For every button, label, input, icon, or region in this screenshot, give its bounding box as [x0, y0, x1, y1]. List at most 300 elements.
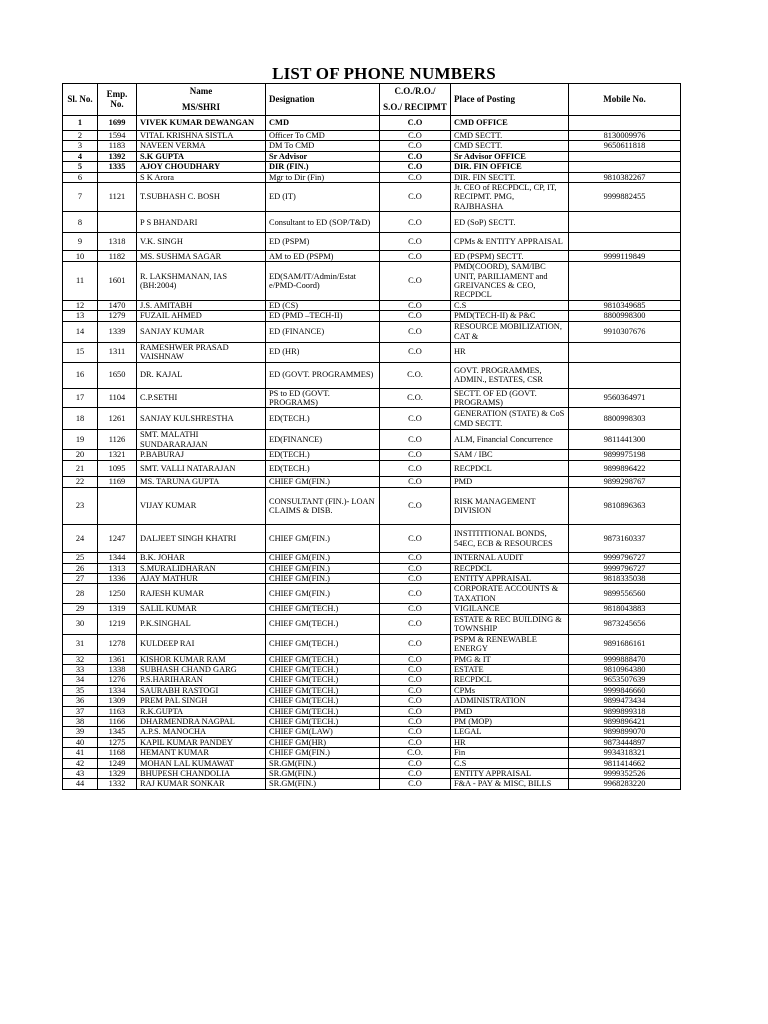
- cell-name: DALJEET SINGH KHATRI: [137, 525, 266, 553]
- cell-name: PREM PAL SINGH: [137, 696, 266, 706]
- cell-mobile-no: 9899896422: [569, 461, 681, 477]
- cell-name: MOHAN LAL KUMAWAT: [137, 758, 266, 768]
- cell-place-of-posting: PMD: [451, 477, 569, 488]
- cell-mobile-no: 9899899070: [569, 727, 681, 737]
- cell-name: HEMANT KUMAR: [137, 748, 266, 758]
- cell-emp-no: 1336: [98, 573, 137, 583]
- cell-name: KISHOR KUMAR RAM: [137, 654, 266, 664]
- cell-place-of-posting: RECPDCL: [451, 461, 569, 477]
- table-row: [63, 408, 681, 430]
- cell-designation: ED (IT): [266, 183, 380, 212]
- cell-place-of-posting: C.S: [451, 758, 569, 768]
- cell-place-of-posting: DIR. FIN SECTT.: [451, 172, 569, 182]
- cell-sl-no: 44: [63, 779, 98, 789]
- cell-place-of-posting: PSPM & RENEWABLE ENERGY: [451, 634, 569, 654]
- cell-designation: CHIEF GM(LAW): [266, 727, 380, 737]
- cell-sl-no: 21: [63, 461, 98, 477]
- cell-sl-no: 12: [63, 300, 98, 310]
- cell-sl-no: 39: [63, 727, 98, 737]
- cell-office: C.O: [380, 696, 451, 706]
- header-name-bottom: MS/SHRI: [181, 101, 220, 112]
- cell-designation: ED (HR): [266, 342, 380, 362]
- cell-mobile-no: 9873444897: [569, 737, 681, 747]
- cell-place-of-posting: HR: [451, 342, 569, 362]
- cell-designation: PS to ED (GOVT. PROGRAMS): [266, 388, 380, 408]
- cell-place-of-posting: SAM / IBC: [451, 450, 569, 461]
- cell-sl-no: 34: [63, 675, 98, 685]
- cell-mobile-no: 9899899318: [569, 706, 681, 716]
- cell-place-of-posting: Jt. CEO of RECPDCL, CP, IT, RECIPMT. PMG, RAJBHASHA: [451, 183, 569, 212]
- cell-name: R.K.GUPTA: [137, 706, 266, 716]
- cell-office: C.O: [380, 262, 451, 301]
- cell-office: C.O.: [380, 748, 451, 758]
- cell-sl-no: 32: [63, 654, 98, 664]
- cell-designation: CHIEF GM(TECH.): [266, 675, 380, 685]
- cell-sl-no: 3: [63, 141, 98, 151]
- cell-name: SANJAY KUMAR: [137, 321, 266, 342]
- table-row: [63, 717, 681, 727]
- cell-designation: CONSULTANT (FIN.)- LOAN CLAIMS & DISB.: [266, 488, 380, 525]
- cell-sl-no: 10: [63, 251, 98, 262]
- table-row: [63, 450, 681, 461]
- cell-place-of-posting: Sr Advisor OFFICE: [451, 151, 569, 161]
- cell-designation: ED (FINANCE): [266, 321, 380, 342]
- cell-office: C.O: [380, 233, 451, 251]
- cell-place-of-posting: SECTT. OF ED (GOVT. PROGRAMS): [451, 388, 569, 408]
- cell-emp-no: 1275: [98, 737, 137, 747]
- cell-place-of-posting: GENERATION (STATE) & CoS CMD SECTT.: [451, 408, 569, 430]
- cell-designation: CHIEF GM(TECH.): [266, 654, 380, 664]
- cell-mobile-no: 9968283220: [569, 779, 681, 789]
- cell-designation: ED(TECH.): [266, 450, 380, 461]
- cell-office: C.O: [380, 408, 451, 430]
- table-row: [63, 311, 681, 321]
- cell-office: C.O: [380, 717, 451, 727]
- table-row: [63, 172, 681, 182]
- cell-designation: CHIEF GM(FIN.): [266, 748, 380, 758]
- cell-sl-no: 16: [63, 362, 98, 388]
- cell-sl-no: 2: [63, 131, 98, 141]
- header-designation: Designation: [266, 84, 380, 116]
- cell-name: DR. KAJAL: [137, 362, 266, 388]
- table-row: [63, 706, 681, 716]
- cell-name: R. LAKSHMANAN, IAS (BH:2004): [137, 262, 266, 301]
- cell-sl-no: 38: [63, 717, 98, 727]
- cell-sl-no: 28: [63, 584, 98, 604]
- cell-sl-no: 11: [63, 262, 98, 301]
- cell-name: AJOY CHOUDHARY: [137, 162, 266, 172]
- cell-designation: CMD: [266, 116, 380, 131]
- cell-emp-no: 1339: [98, 321, 137, 342]
- cell-name: S K Arora: [137, 172, 266, 182]
- cell-office: C.O: [380, 675, 451, 685]
- cell-mobile-no: 9999846660: [569, 685, 681, 695]
- table-row: [63, 685, 681, 695]
- cell-sl-no: 27: [63, 573, 98, 583]
- cell-office: C.O: [380, 183, 451, 212]
- cell-sl-no: 37: [63, 706, 98, 716]
- cell-office: C.O: [380, 151, 451, 161]
- cell-sl-no: 25: [63, 553, 98, 563]
- cell-place-of-posting: ENTITY APPRAISAL: [451, 769, 569, 779]
- cell-mobile-no: 9810896363: [569, 488, 681, 525]
- cell-name: SANJAY KULSHRESTHA: [137, 408, 266, 430]
- cell-designation: Officer To CMD: [266, 131, 380, 141]
- cell-place-of-posting: PMD(COORD), SAM/IBC UNIT, PARILIAMENT and GREIVANCES & CEO, RECPDCL: [451, 262, 569, 301]
- cell-office: C.O: [380, 769, 451, 779]
- cell-office: C.O: [380, 525, 451, 553]
- cell-place-of-posting: RECPDCL: [451, 675, 569, 685]
- cell-sl-no: 13: [63, 311, 98, 321]
- cell-name: VIVEK KUMAR DEWANGAN: [137, 116, 266, 131]
- cell-name: VIJAY KUMAR: [137, 488, 266, 525]
- cell-emp-no: 1104: [98, 388, 137, 408]
- cell-mobile-no: 9999796727: [569, 563, 681, 573]
- table-row: [63, 116, 681, 131]
- table-row: [63, 584, 681, 604]
- cell-office: C.O: [380, 450, 451, 461]
- cell-office: C.O.: [380, 362, 451, 388]
- cell-office: C.O: [380, 300, 451, 310]
- cell-name: T.SUBHASH C. BOSH: [137, 183, 266, 212]
- cell-sl-no: 26: [63, 563, 98, 573]
- cell-place-of-posting: PM (MOP): [451, 717, 569, 727]
- cell-emp-no: 1313: [98, 563, 137, 573]
- cell-mobile-no: 9999119849: [569, 251, 681, 262]
- cell-place-of-posting: INTERNAL AUDIT: [451, 553, 569, 563]
- cell-office: C.O: [380, 461, 451, 477]
- cell-sl-no: 30: [63, 614, 98, 634]
- cell-mobile-no: 9891686161: [569, 634, 681, 654]
- header-office-top: C.O./R.O./: [394, 86, 436, 97]
- cell-place-of-posting: DIR. FIN OFFICE: [451, 162, 569, 172]
- cell-sl-no: 4: [63, 151, 98, 161]
- cell-emp-no: [98, 212, 137, 233]
- cell-sl-no: 19: [63, 430, 98, 450]
- cell-sl-no: 1: [63, 116, 98, 131]
- cell-designation: ED(TECH.): [266, 461, 380, 477]
- cell-place-of-posting: CMD OFFICE: [451, 116, 569, 131]
- cell-emp-no: 1470: [98, 300, 137, 310]
- cell-emp-no: 1335: [98, 162, 137, 172]
- cell-sl-no: 7: [63, 183, 98, 212]
- cell-office: C.O: [380, 342, 451, 362]
- cell-mobile-no: 9910307676: [569, 321, 681, 342]
- table-row: [63, 162, 681, 172]
- cell-designation: CHIEF GM(FIN.): [266, 477, 380, 488]
- cell-designation: CHIEF GM(FIN.): [266, 584, 380, 604]
- header-name-top: Name: [189, 86, 213, 97]
- cell-designation: AM to ED (PSPM): [266, 251, 380, 262]
- table-row: [63, 321, 681, 342]
- cell-name: P S BHANDARI: [137, 212, 266, 233]
- cell-emp-no: 1699: [98, 116, 137, 131]
- table-row: [63, 362, 681, 388]
- cell-emp-no: 1121: [98, 183, 137, 212]
- table-row: [63, 488, 681, 525]
- cell-designation: CHIEF GM(TECH.): [266, 634, 380, 654]
- cell-place-of-posting: ESTATE & REC BUILDING & TOWNSHIP: [451, 614, 569, 634]
- cell-designation: Sr Advisor: [266, 151, 380, 161]
- cell-emp-no: 1166: [98, 717, 137, 727]
- cell-emp-no: 1601: [98, 262, 137, 301]
- table-row: [63, 461, 681, 477]
- cell-office: C.O: [380, 563, 451, 573]
- cell-designation: DIR (FIN.): [266, 162, 380, 172]
- cell-name: P.K.SINGHAL: [137, 614, 266, 634]
- cell-office: C.O: [380, 251, 451, 262]
- cell-place-of-posting: INSTITITIONAL BONDS, 54EC, ECB & RESOURCES: [451, 525, 569, 553]
- cell-office: C.O: [380, 737, 451, 747]
- cell-mobile-no: [569, 116, 681, 131]
- table-header-row: [63, 84, 681, 116]
- cell-mobile-no: [569, 151, 681, 161]
- cell-mobile-no: 9899298767: [569, 477, 681, 488]
- cell-emp-no: 1182: [98, 251, 137, 262]
- cell-mobile-no: [569, 262, 681, 301]
- cell-emp-no: 1344: [98, 553, 137, 563]
- cell-place-of-posting: ENTITY APPRAISAL: [451, 573, 569, 583]
- cell-designation: CHIEF GM(FIN.): [266, 553, 380, 563]
- header-office-bottom: S.O./ RECIPMT: [383, 101, 447, 112]
- cell-emp-no: 1311: [98, 342, 137, 362]
- cell-mobile-no: 9934318321: [569, 748, 681, 758]
- table-row: [63, 664, 681, 674]
- cell-name: J.S. AMITABH: [137, 300, 266, 310]
- cell-name: S.K GUPTA: [137, 151, 266, 161]
- cell-office: C.O: [380, 727, 451, 737]
- cell-emp-no: 1183: [98, 141, 137, 151]
- table-row: [63, 654, 681, 664]
- table-row: [63, 769, 681, 779]
- cell-mobile-no: [569, 233, 681, 251]
- cell-office: C.O: [380, 321, 451, 342]
- cell-name: B.K. JOHAR: [137, 553, 266, 563]
- cell-name: SALIL KUMAR: [137, 604, 266, 614]
- cell-emp-no: 1361: [98, 654, 137, 664]
- cell-emp-no: 1319: [98, 604, 137, 614]
- header-office: [380, 84, 451, 116]
- cell-mobile-no: 9899556560: [569, 584, 681, 604]
- cell-name: P.S.HARIHARAN: [137, 675, 266, 685]
- table-row: [63, 233, 681, 251]
- table-row: [63, 388, 681, 408]
- header-mobile-no: Mobile No.: [569, 84, 681, 116]
- cell-mobile-no: 9999796727: [569, 553, 681, 563]
- cell-designation: ED (GOVT. PROGRAMMES): [266, 362, 380, 388]
- cell-mobile-no: 9560364971: [569, 388, 681, 408]
- cell-emp-no: 1321: [98, 450, 137, 461]
- cell-mobile-no: [569, 212, 681, 233]
- cell-sl-no: 35: [63, 685, 98, 695]
- cell-emp-no: 1250: [98, 584, 137, 604]
- cell-emp-no: 1334: [98, 685, 137, 695]
- cell-designation: CHIEF GM(HR): [266, 737, 380, 747]
- cell-office: C.O: [380, 584, 451, 604]
- cell-designation: CHIEF GM(TECH.): [266, 717, 380, 727]
- table-row: [63, 634, 681, 654]
- cell-emp-no: 1279: [98, 311, 137, 321]
- cell-name: SMT. MALATHI SUNDARARAJAN: [137, 430, 266, 450]
- table-row: [63, 573, 681, 583]
- cell-designation: ED(SAM/IT/Admin/Estat e/PMD-Coord): [266, 262, 380, 301]
- cell-designation: Consultant to ED (SOP/T&D): [266, 212, 380, 233]
- cell-mobile-no: 9899896421: [569, 717, 681, 727]
- cell-place-of-posting: CMD SECTT.: [451, 131, 569, 141]
- cell-office: C.O: [380, 141, 451, 151]
- cell-mobile-no: 9811414662: [569, 758, 681, 768]
- cell-emp-no: 1169: [98, 477, 137, 488]
- cell-mobile-no: 9810349685: [569, 300, 681, 310]
- cell-name: V.K. SINGH: [137, 233, 266, 251]
- cell-office: C.O: [380, 604, 451, 614]
- cell-place-of-posting: RESOURCE MOBILIZATION, CAT &: [451, 321, 569, 342]
- cell-emp-no: 1261: [98, 408, 137, 430]
- cell-place-of-posting: GOVT. PROGRAMMES, ADMIN., ESTATES, CSR: [451, 362, 569, 388]
- cell-office: C.O: [380, 614, 451, 634]
- cell-emp-no: [98, 488, 137, 525]
- cell-name: FUZAIL AHMED: [137, 311, 266, 321]
- cell-place-of-posting: CPMs: [451, 685, 569, 695]
- cell-mobile-no: 9811441300: [569, 430, 681, 450]
- cell-designation: SR.GM(FIN.): [266, 758, 380, 768]
- table-row: [63, 748, 681, 758]
- cell-emp-no: 1095: [98, 461, 137, 477]
- table-row: [63, 183, 681, 212]
- cell-place-of-posting: PMD: [451, 706, 569, 716]
- cell-place-of-posting: F&A - PAY & MISC, BILLS: [451, 779, 569, 789]
- cell-sl-no: 23: [63, 488, 98, 525]
- cell-place-of-posting: VIGILANCE: [451, 604, 569, 614]
- cell-mobile-no: 9899473434: [569, 696, 681, 706]
- cell-office: C.O: [380, 654, 451, 664]
- cell-name: KULDEEP RAI: [137, 634, 266, 654]
- cell-mobile-no: 8130009976: [569, 131, 681, 141]
- cell-place-of-posting: RISK MANAGEMENT DIVISION: [451, 488, 569, 525]
- table-row: [63, 553, 681, 563]
- cell-name: KAPIL KUMAR PANDEY: [137, 737, 266, 747]
- cell-place-of-posting: CPMs & ENTITY APPRAISAL: [451, 233, 569, 251]
- table-row: [63, 212, 681, 233]
- cell-emp-no: 1247: [98, 525, 137, 553]
- cell-office: C.O: [380, 212, 451, 233]
- cell-office: C.O: [380, 634, 451, 654]
- cell-designation: ED(TECH.): [266, 408, 380, 430]
- cell-office: C.O: [380, 162, 451, 172]
- cell-sl-no: 22: [63, 477, 98, 488]
- cell-place-of-posting: PMD(TECH-II) & P&C: [451, 311, 569, 321]
- cell-office: C.O: [380, 477, 451, 488]
- cell-office: C.O: [380, 573, 451, 583]
- cell-mobile-no: [569, 362, 681, 388]
- table-row: [63, 696, 681, 706]
- cell-name: P.BABURAJ: [137, 450, 266, 461]
- cell-name: A.P.S. MANOCHA: [137, 727, 266, 737]
- cell-emp-no: 1276: [98, 675, 137, 685]
- cell-designation: CHIEF GM(TECH.): [266, 614, 380, 634]
- cell-mobile-no: 9999882455: [569, 183, 681, 212]
- cell-designation: CHIEF GM(TECH.): [266, 604, 380, 614]
- cell-place-of-posting: PMG & IT: [451, 654, 569, 664]
- cell-sl-no: 31: [63, 634, 98, 654]
- cell-place-of-posting: LEGAL: [451, 727, 569, 737]
- cell-name: MS. TARUNA GUPTA: [137, 477, 266, 488]
- cell-designation: CHIEF GM(FIN.): [266, 573, 380, 583]
- cell-office: C.O: [380, 116, 451, 131]
- cell-sl-no: 15: [63, 342, 98, 362]
- cell-name: SAURABH RASTOGI: [137, 685, 266, 695]
- table-row: [63, 477, 681, 488]
- cell-name: S.MURALIDHARAN: [137, 563, 266, 573]
- cell-office: C.O: [380, 685, 451, 695]
- cell-mobile-no: 9999352526: [569, 769, 681, 779]
- cell-emp-no: 1650: [98, 362, 137, 388]
- cell-designation: CHIEF GM(TECH.): [266, 664, 380, 674]
- table-row: [63, 675, 681, 685]
- cell-name: SUBHASH CHAND GARG: [137, 664, 266, 674]
- cell-designation: ED (PSPM): [266, 233, 380, 251]
- cell-mobile-no: [569, 342, 681, 362]
- cell-designation: CHIEF GM(FIN.): [266, 525, 380, 553]
- cell-place-of-posting: HR: [451, 737, 569, 747]
- cell-office: C.O: [380, 553, 451, 563]
- cell-mobile-no: 9899975198: [569, 450, 681, 461]
- cell-name: RAJ KUMAR SONKAR: [137, 779, 266, 789]
- table-row: [63, 342, 681, 362]
- cell-office: C.O: [380, 779, 451, 789]
- table-row: [63, 525, 681, 553]
- cell-sl-no: 24: [63, 525, 98, 553]
- cell-mobile-no: 9873160337: [569, 525, 681, 553]
- cell-office: C.O: [380, 172, 451, 182]
- cell-emp-no: 1163: [98, 706, 137, 716]
- cell-place-of-posting: CORPORATE ACCOUNTS & TAXATION: [451, 584, 569, 604]
- cell-place-of-posting: ED (PSPM) SECTT.: [451, 251, 569, 262]
- cell-emp-no: 1338: [98, 664, 137, 674]
- cell-mobile-no: 8800998300: [569, 311, 681, 321]
- cell-sl-no: 18: [63, 408, 98, 430]
- cell-name: C.P.SETHI: [137, 388, 266, 408]
- cell-mobile-no: 9650611818: [569, 141, 681, 151]
- cell-mobile-no: 9653507639: [569, 675, 681, 685]
- cell-name: DHARMENDRA NAGPAL: [137, 717, 266, 727]
- cell-name: RAMESHWER PRASAD VAISHNAW: [137, 342, 266, 362]
- cell-designation: ED(FINANCE): [266, 430, 380, 450]
- cell-emp-no: 1594: [98, 131, 137, 141]
- cell-emp-no: 1278: [98, 634, 137, 654]
- cell-emp-no: 1392: [98, 151, 137, 161]
- header-name: [137, 84, 266, 116]
- table-row: [63, 614, 681, 634]
- cell-sl-no: 9: [63, 233, 98, 251]
- cell-mobile-no: 9873245656: [569, 614, 681, 634]
- cell-place-of-posting: ED (SoP) SECTT.: [451, 212, 569, 233]
- cell-emp-no: 1318: [98, 233, 137, 251]
- header-sl-no: Sl. No.: [63, 84, 98, 116]
- cell-designation: CHIEF GM(TECH.): [266, 696, 380, 706]
- cell-sl-no: 20: [63, 450, 98, 461]
- cell-office: C.O: [380, 488, 451, 525]
- table-row: [63, 727, 681, 737]
- cell-name: AJAY MATHUR: [137, 573, 266, 583]
- table-row: [63, 430, 681, 450]
- cell-mobile-no: 9818335038: [569, 573, 681, 583]
- cell-emp-no: 1219: [98, 614, 137, 634]
- cell-emp-no: 1345: [98, 727, 137, 737]
- cell-sl-no: 33: [63, 664, 98, 674]
- cell-place-of-posting: ALM, Financial Concurrence: [451, 430, 569, 450]
- table-row: [63, 251, 681, 262]
